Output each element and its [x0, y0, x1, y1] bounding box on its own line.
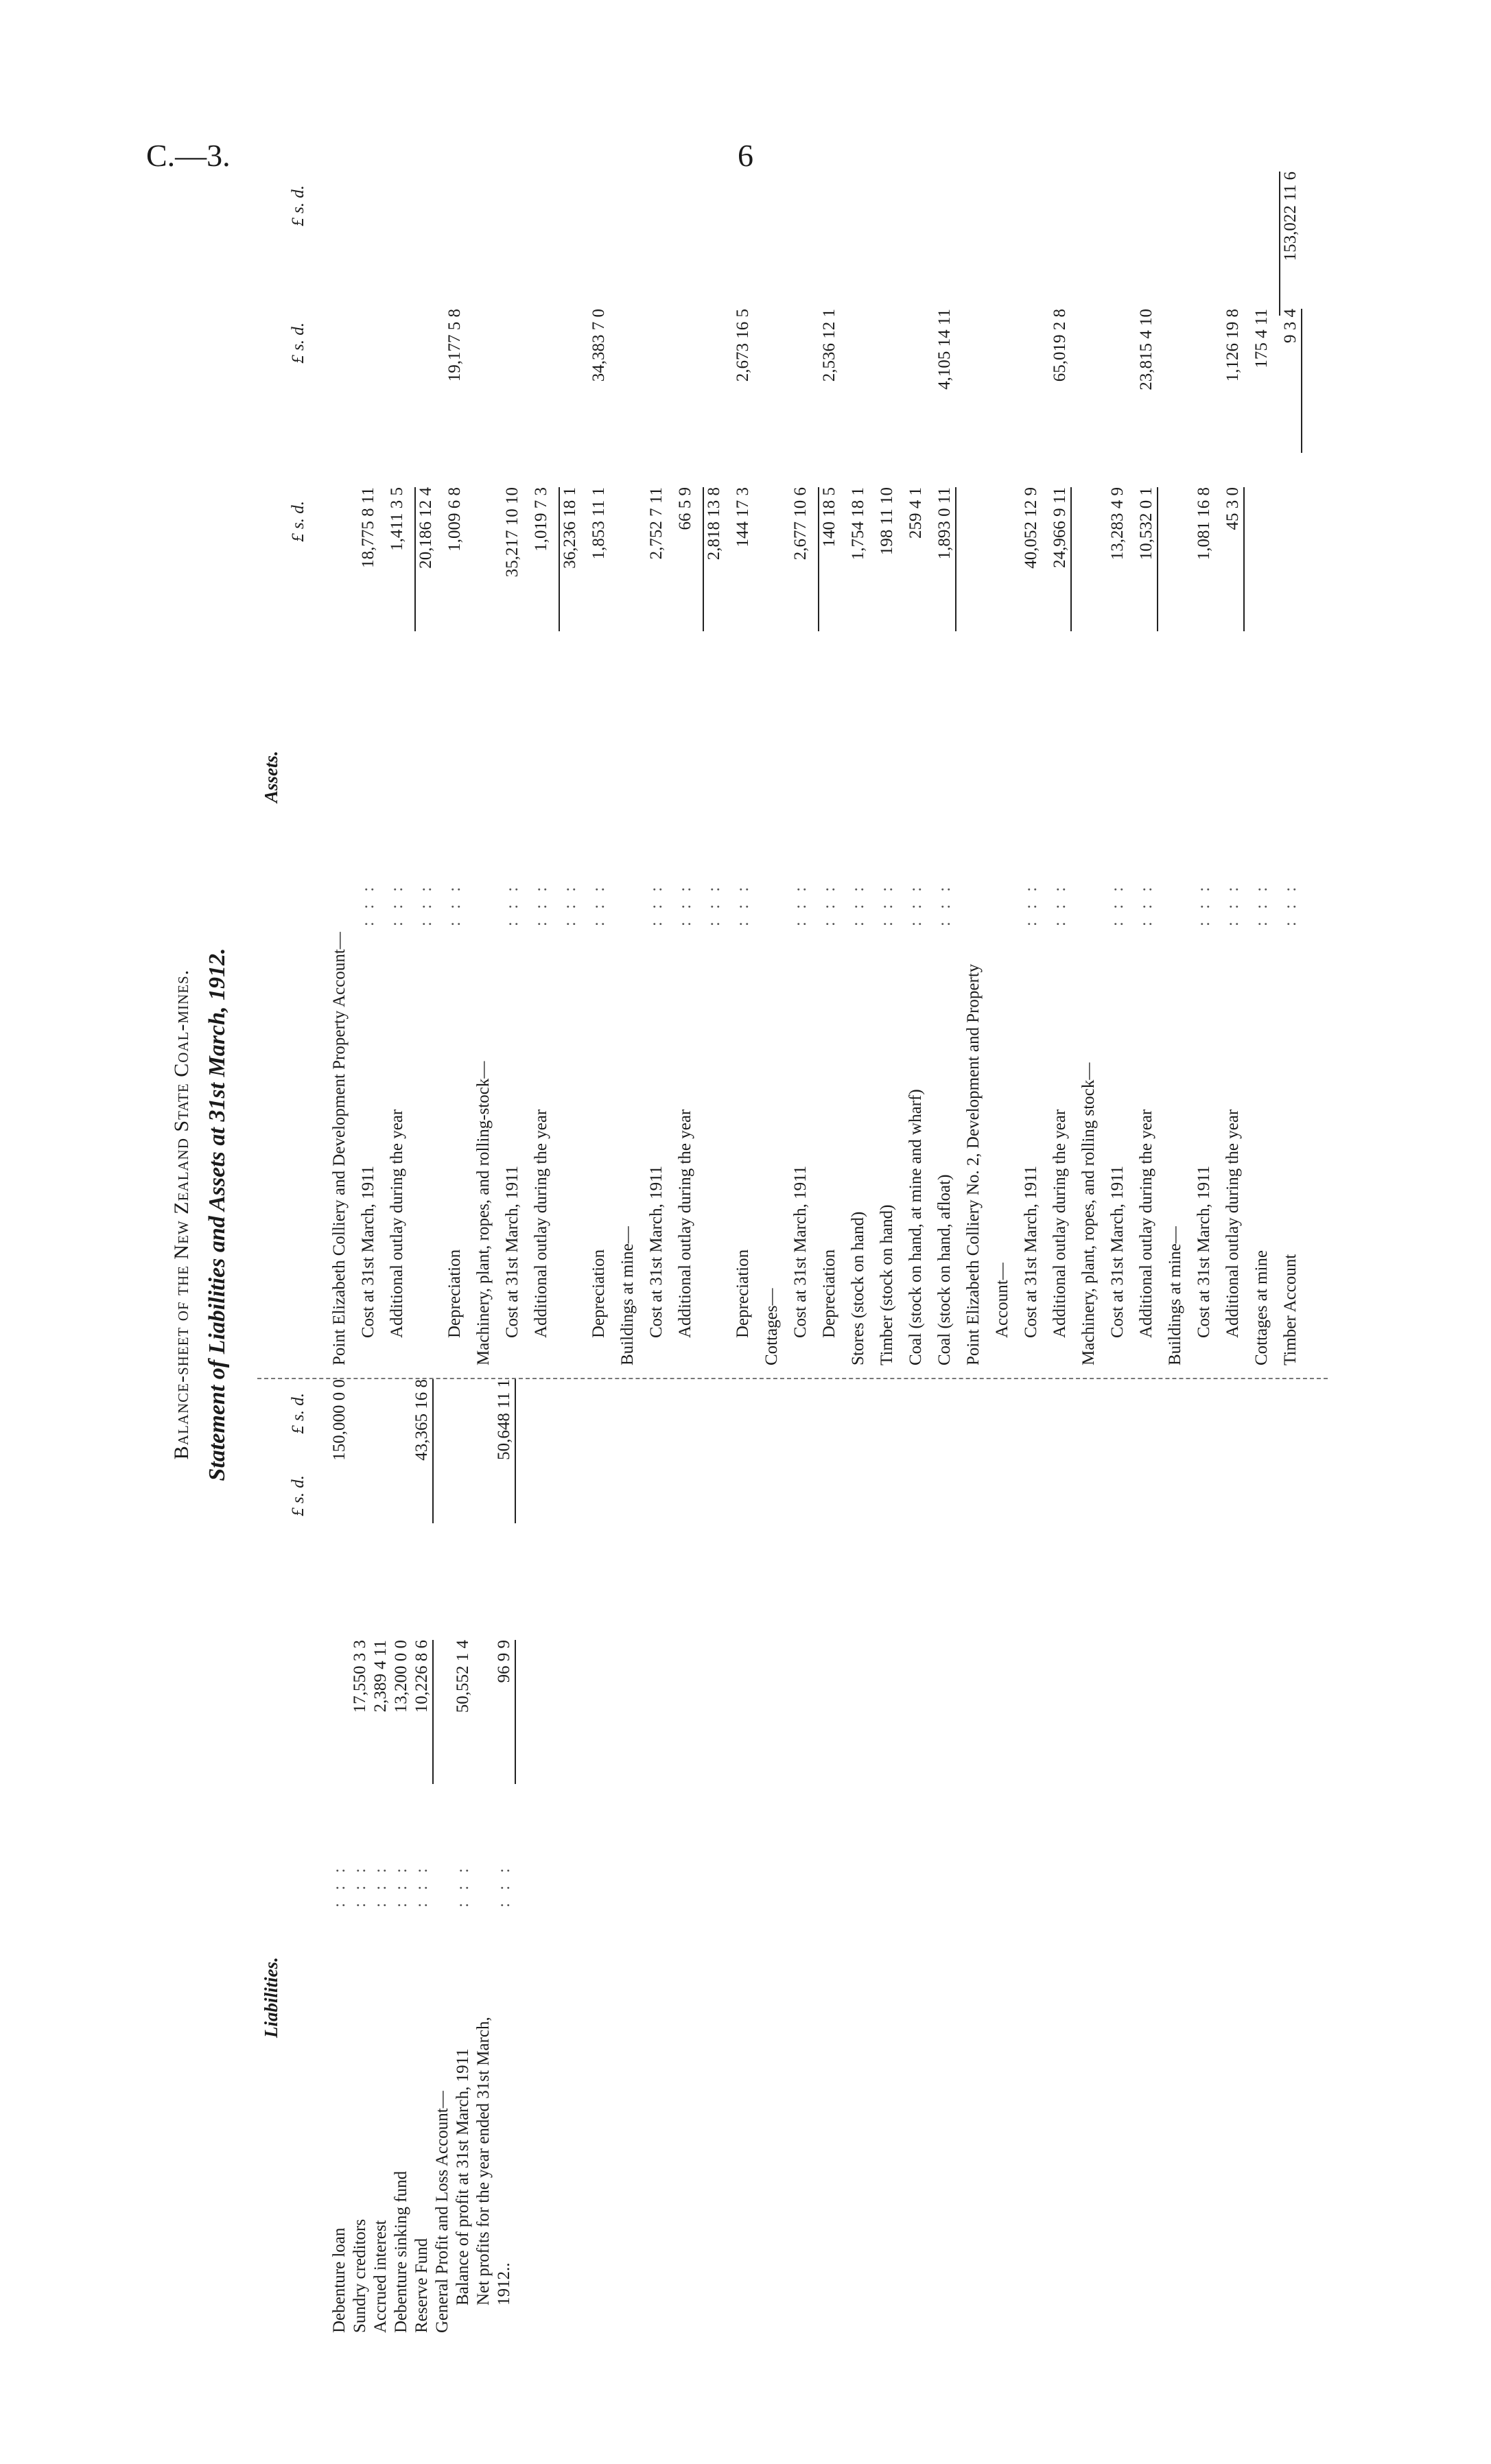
assets-row	[1079, 268, 1099, 1365]
leader-dots: : : :	[561, 882, 579, 926]
assets-row	[502, 268, 523, 1365]
row-label: Depreciation	[589, 1249, 608, 1338]
assets-row	[790, 268, 811, 1365]
amount-c2: 65,019 2 8	[1050, 309, 1069, 382]
row-label: Timber Account	[1281, 1254, 1300, 1365]
row-label: Account—	[993, 1263, 1011, 1338]
assets-row	[560, 268, 580, 1365]
leader-dots: : : :	[791, 882, 810, 926]
leader-dots: : : :	[416, 882, 435, 926]
leader-dots: : : :	[733, 882, 752, 926]
asset-unit-col3: £ s. d.	[289, 185, 307, 226]
assets-row	[848, 268, 869, 1365]
leader-dots: : : :	[906, 882, 925, 926]
sheet-subtitle: Statement of Liabilities and Assets at 31st March, 1912.	[204, 948, 230, 1481]
row-label: Additional outlay during the year	[1137, 1109, 1155, 1338]
asset-unit-col1: £ s. d.	[289, 501, 307, 542]
assets-row	[1223, 268, 1243, 1365]
row-label: Additional outlay during the year	[1050, 1109, 1069, 1338]
row-label: Cost at 31st March, 1911	[1195, 1165, 1213, 1338]
amount-c2: 4,105 14 11	[935, 309, 954, 390]
amount-c1: 36,236 18 1	[561, 487, 579, 569]
amount-c1: 24,966 9 11	[1050, 487, 1069, 568]
row-label: 1912..	[495, 2262, 513, 2305]
total-rule	[1243, 487, 1245, 631]
row-label: Depreciation	[733, 1249, 752, 1338]
assets-row	[675, 268, 696, 1365]
assets-row	[416, 268, 436, 1365]
row-label: Coal (stock on hand, afloat)	[935, 1174, 954, 1365]
row-label: Coal (stock on hand, at mine and wharf)	[906, 1089, 925, 1365]
amount-c1: 17,550 3 3	[351, 1640, 369, 1713]
leader-dots: : : :	[935, 882, 954, 926]
amount-c1: 35,217 10 10	[503, 487, 521, 578]
assets-row	[329, 268, 350, 1365]
leader-dots: : : :	[849, 882, 867, 926]
amount-c2: 34,383 7 0	[589, 309, 608, 382]
row-label: Debenture loan	[330, 2227, 349, 2333]
row-label: Timber (stock on hand)	[878, 1204, 896, 1365]
leader-dots: : : :	[820, 882, 838, 926]
assets-row	[733, 268, 753, 1365]
amount-c2: 2,536 12 1	[820, 309, 838, 382]
assets-row	[531, 268, 552, 1365]
liabilities-row	[473, 1379, 494, 2333]
row-label: Cottages—	[762, 1288, 781, 1365]
amount-c1: 1,754 18 1	[849, 487, 867, 561]
assets-row	[473, 268, 494, 1365]
leader-dots: : : :	[705, 882, 723, 926]
amount-c1: 2,677 10 6	[791, 487, 810, 561]
leader-dots: : : :	[1108, 882, 1127, 926]
amount-c1: 140 18 5	[820, 487, 838, 548]
leader-dots: : : :	[359, 882, 377, 926]
row-label: Machinery, plant, ropes, and rolling-stock—	[474, 1061, 493, 1365]
amount-c2: 43,365 16 8	[412, 1379, 431, 1461]
assets-row	[1194, 268, 1214, 1365]
leader-dots: : : :	[1022, 882, 1040, 926]
page-number: 6	[738, 138, 753, 173]
liabilities-row	[412, 1379, 432, 2333]
assets-row	[877, 268, 897, 1365]
assets-row	[1280, 172, 1301, 1365]
row-label: Accrued interest	[371, 2220, 390, 2333]
amount-c1: 66 5 9	[676, 487, 694, 530]
total-rule	[818, 487, 819, 631]
leader-dots: : : :	[1223, 882, 1242, 926]
leader-dots: : : :	[1281, 882, 1300, 926]
assets-row	[1252, 268, 1272, 1365]
row-label: Additional outlay during the year	[532, 1109, 550, 1338]
amount-c1: 2,752 7 11	[647, 487, 666, 560]
assets-row	[762, 268, 782, 1365]
leader-dots: : : :	[647, 882, 666, 926]
amount-c1: 50,552 1 4	[454, 1640, 472, 1713]
row-label: Point Elizabeth Colliery No. 2, Development and Property	[964, 963, 983, 1365]
leader-dots: : : :	[392, 1864, 410, 1908]
leader-dots: : : :	[1137, 882, 1155, 926]
row-label: Cost at 31st March, 1911	[503, 1165, 521, 1338]
liabilities-row	[432, 1379, 453, 2333]
leader-dots: : : :	[351, 1864, 369, 1908]
assets-row	[1021, 268, 1042, 1365]
liabilities-row	[329, 1379, 350, 2333]
amount-c1: 20,186 12 4	[416, 487, 435, 569]
document-code: C.—3.	[146, 138, 231, 173]
row-label: Buildings at mine—	[1166, 1226, 1184, 1365]
assets-row	[704, 268, 725, 1365]
assets-row	[963, 268, 984, 1365]
total-rule	[414, 487, 416, 631]
amount-c1: 1,893 0 11	[935, 487, 954, 560]
row-label: Additional outlay during the year	[1223, 1109, 1242, 1338]
row-label: Depreciation	[445, 1249, 464, 1338]
amount-c1: 13,200 0 0	[392, 1640, 410, 1713]
row-label: Stores (stock on hand)	[849, 1211, 867, 1365]
row-label: Balance of profit at 31st March, 1911	[454, 2048, 472, 2305]
balance-sheet-table	[170, 172, 1338, 2347]
leader-dots: : : :	[412, 1864, 431, 1908]
amount-c1: 1,853 11 1	[589, 487, 608, 560]
total-rule	[703, 487, 704, 631]
amount-c1: 198 11 10	[878, 487, 896, 556]
row-label: Debenture sinking fund	[392, 2170, 410, 2333]
amount-c1: 1,009 6 8	[445, 487, 464, 552]
amount-c1: 18,775 8 11	[359, 487, 377, 568]
leader-dots: : : :	[676, 882, 694, 926]
row-label: Depreciation	[820, 1249, 838, 1338]
total-rule	[1157, 487, 1158, 631]
amount-c1: 2,818 13 8	[705, 487, 723, 561]
row-label: Machinery, plant, ropes, and rolling stock—	[1079, 1062, 1098, 1365]
liabilities-row	[391, 1379, 412, 2333]
amount-c1: 259 4 1	[906, 487, 925, 539]
amount-c1: 13,283 4 9	[1108, 487, 1127, 561]
amount-c1: 10,226 8 6	[412, 1640, 431, 1713]
row-label: Point Elizabeth Colliery and Development Property Account—	[330, 932, 349, 1365]
assets-row	[906, 268, 926, 1365]
liab-unit-col1: £ s. d.	[289, 1475, 307, 1516]
liabilities-row	[453, 1379, 473, 2333]
total-rule	[1301, 309, 1302, 453]
amount-c1: 1,081 16 8	[1195, 487, 1213, 561]
assets-row	[589, 268, 609, 1365]
leader-dots: : : :	[330, 1864, 349, 1908]
amount-c1: 40,052 12 9	[1022, 487, 1040, 569]
amount-c2: 9 3 4	[1281, 309, 1300, 343]
liabilities-row	[494, 1379, 515, 2333]
row-label: Cost at 31st March, 1911	[1022, 1165, 1040, 1338]
liabilities-row	[371, 1379, 391, 2333]
amount-c3: 153,022 11 6	[1281, 172, 1300, 261]
assets-row	[1136, 268, 1157, 1365]
liabilities-heading: Liabilities.	[261, 1957, 281, 2038]
leader-dots: : : :	[445, 882, 464, 926]
row-label: Cottages at mine	[1252, 1249, 1271, 1365]
total-rule	[515, 1379, 516, 1523]
leader-dots: : : :	[1050, 882, 1069, 926]
leader-dots: : : :	[371, 1864, 390, 1908]
leader-dots: : : :	[495, 1864, 513, 1908]
row-label: Cost at 31st March, 1911	[359, 1165, 377, 1338]
total-rule	[559, 487, 560, 631]
assets-row	[935, 268, 955, 1365]
row-label: Buildings at mine—	[618, 1226, 637, 1365]
assets-row	[819, 268, 840, 1365]
row-label: Sundry creditors	[351, 2219, 369, 2333]
total-rule	[1070, 487, 1072, 631]
assets-row	[992, 268, 1013, 1365]
leader-dots: : : :	[589, 882, 608, 926]
row-label: Cost at 31st March, 1911	[791, 1165, 810, 1338]
sheet-title: Balance-sheet of the New Zealand State Coal-mines.	[170, 969, 193, 1460]
amount-c2: 23,815 4 10	[1137, 309, 1155, 390]
assets-row	[387, 268, 408, 1365]
assets-heading: Assets.	[261, 751, 281, 803]
amount-c1: 1,019 7 3	[532, 487, 550, 552]
leader-dots: : : :	[878, 882, 896, 926]
row-label: Reserve Fund	[412, 2238, 431, 2333]
amount-c1: 2,389 4 11	[371, 1640, 390, 1713]
leader-dots: : : :	[532, 882, 550, 926]
amount-c1: 1,411 3 5	[388, 487, 406, 551]
assets-row	[618, 268, 638, 1365]
assets-row	[1107, 268, 1128, 1365]
amount-c2: 1,126 19 8	[1223, 309, 1242, 382]
total-rule	[1279, 172, 1280, 316]
amount-c1: 45 3 0	[1223, 487, 1242, 530]
leader-dots: : : :	[503, 882, 521, 926]
asset-unit-col2: £ s. d.	[289, 322, 307, 364]
assets-row	[358, 268, 379, 1365]
row-label: Additional outlay during the year	[676, 1109, 694, 1338]
leader-dots: : : :	[388, 882, 406, 926]
row-label: Net profits for the year ended 31st March,	[474, 2017, 493, 2305]
row-label: Cost at 31st March, 1911	[1108, 1165, 1127, 1338]
liabilities-row	[350, 1379, 371, 2333]
amount-c2: 2,673 16 5	[733, 309, 752, 382]
total-rule	[955, 487, 956, 631]
liab-unit-col2: £ s. d.	[289, 1393, 307, 1434]
assets-row	[646, 268, 667, 1365]
row-label: Cost at 31st March, 1911	[647, 1165, 666, 1338]
leader-dots: : : :	[1252, 882, 1271, 926]
amount-c2: 19,177 5 8	[445, 309, 464, 382]
row-label: Additional outlay during the year	[388, 1109, 406, 1338]
amount-c2: 150,000 0 0	[330, 1379, 349, 1461]
amount-c1: 144 17 3	[733, 487, 752, 548]
total-rule	[515, 1640, 516, 1784]
assets-row	[445, 268, 465, 1365]
leader-dots: : : :	[454, 1864, 472, 1908]
row-label: General Profit and Loss Account—	[433, 2091, 451, 2333]
leader-dots: : : :	[1195, 882, 1213, 926]
amount-c2: 175 4 11	[1252, 309, 1271, 368]
assets-row	[1050, 268, 1070, 1365]
amount-c2: 50,648 11 1	[495, 1379, 513, 1460]
assets-row	[1165, 268, 1186, 1365]
amount-c1: 96 9 9	[495, 1640, 513, 1683]
amount-c1: 10,532 0 1	[1137, 487, 1155, 561]
